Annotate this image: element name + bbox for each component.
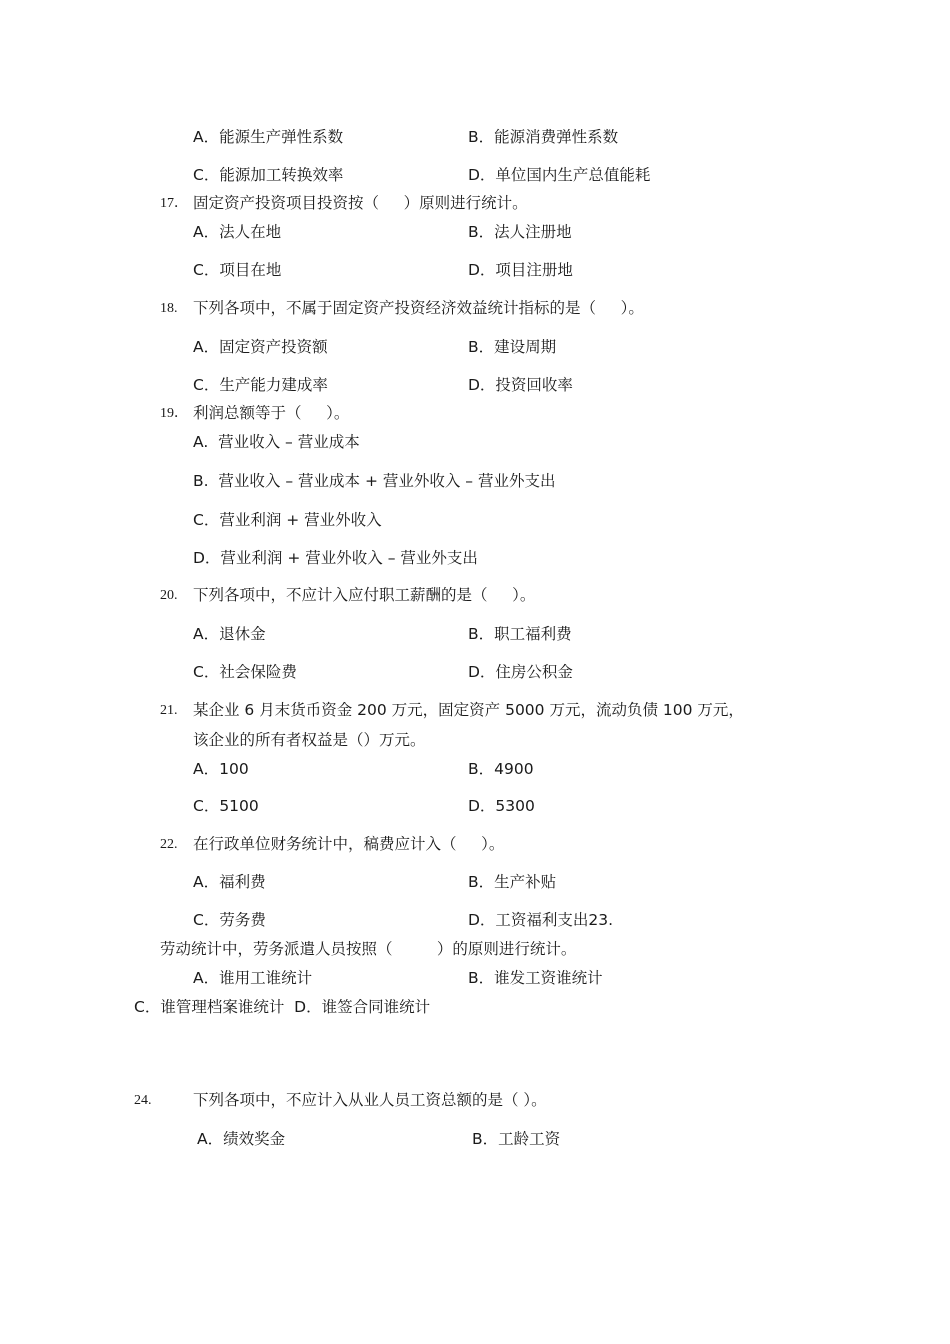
q20-option-d: D．住房公积金 (468, 663, 573, 681)
q23-option-a: A．谁用工谁统计 (193, 969, 313, 987)
q16-option-a: A．能源生产弹性系数 (193, 128, 344, 146)
q17-number: 17． (160, 196, 188, 211)
q22-option-d: D．工资福利支出23. (468, 911, 614, 929)
q16-option-d: D．单位国内生产总值能耗 (468, 166, 651, 184)
q17-option-a: A．法人在地 (193, 223, 282, 241)
q20-stem: 下列各项中，不应计入应付职工薪酬的是（ ）。 (193, 586, 536, 604)
q24-option-a: A．绩效奖金 (197, 1130, 286, 1148)
q19-number: 19． (160, 406, 188, 421)
q20-option-a: A．退休金 (193, 625, 266, 643)
q19-option-a: A. 营业收入 – 营业成本 (193, 433, 360, 451)
q22-stem: 在行政单位财务统计中，稿费应计入（ ）。 (193, 835, 505, 853)
q21-stem-line1: 某企业 6 月末货币资金 200 万元，固定资产 5000 万元，流动负债 100 万元， (193, 701, 744, 719)
q21-option-d: D．5300 (468, 797, 535, 815)
q21-number: 21. (160, 703, 178, 718)
q23-stem: 劳动统计中，劳务派遣人员按照（ ）的原则进行统计。 (160, 940, 577, 958)
q18-option-b: B．建设周期 (468, 338, 557, 356)
q21-option-c: C．5100 (193, 797, 259, 815)
q19-option-b: B. 营业收入 – 营业成本 + 营业外收入 – 营业外支出 (193, 472, 556, 490)
q23-option-b: B．谁发工资谁统计 (468, 969, 603, 987)
q16-option-b: B．能源消费弹性系数 (468, 128, 619, 146)
q21-option-b: B．4900 (468, 760, 534, 778)
q24-option-b: B．工龄工资 (472, 1130, 561, 1148)
q18-number: 18. (160, 301, 178, 316)
q22-option-c: C．劳务费 (193, 911, 266, 929)
q19-option-d: D．营业利润 + 营业外收入 – 营业外支出 (193, 549, 478, 567)
q21-option-a: A．100 (193, 760, 249, 778)
q21-stem-line2: 该企业的所有者权益是（）万元。 (193, 731, 426, 749)
q17-option-d: D．项目注册地 (468, 261, 573, 279)
q22-number: 22. (160, 837, 178, 852)
q24-number: 24. (134, 1093, 152, 1108)
q24-stem: 下列各项中，不应计入从业人员工资总额的是（ ）。 (193, 1091, 547, 1109)
q19-option-c: C．营业利润 + 营业外收入 (193, 511, 382, 529)
q23-option-cd: C．谁管理档案谁统计 D．谁签合同谁统计 (134, 998, 431, 1016)
q17-stem: 固定资产投资项目投资按（ ）原则进行统计。 (193, 194, 528, 212)
q18-stem: 下列各项中，不属于固定资产投资经济效益统计指标的是（ ）。 (193, 299, 644, 317)
q19-stem: 利润总额等于（ ）。 (193, 404, 350, 422)
q20-number: 20. (160, 588, 178, 603)
q18-option-a: A．固定资产投资额 (193, 338, 328, 356)
q17-option-b: B．法人注册地 (468, 223, 572, 241)
q22-option-a: A．福利费 (193, 873, 266, 891)
q20-option-c: C．社会保险费 (193, 663, 297, 681)
q22-option-b: B．生产补贴 (468, 873, 557, 891)
q16-option-c: C．能源加工转换效率 (193, 166, 344, 184)
q20-option-b: B．职工福利费 (468, 625, 572, 643)
q18-option-d: D．投资回收率 (468, 376, 573, 394)
q18-option-c: C．生产能力建成率 (193, 376, 328, 394)
q17-option-c: C．项目在地 (193, 261, 282, 279)
